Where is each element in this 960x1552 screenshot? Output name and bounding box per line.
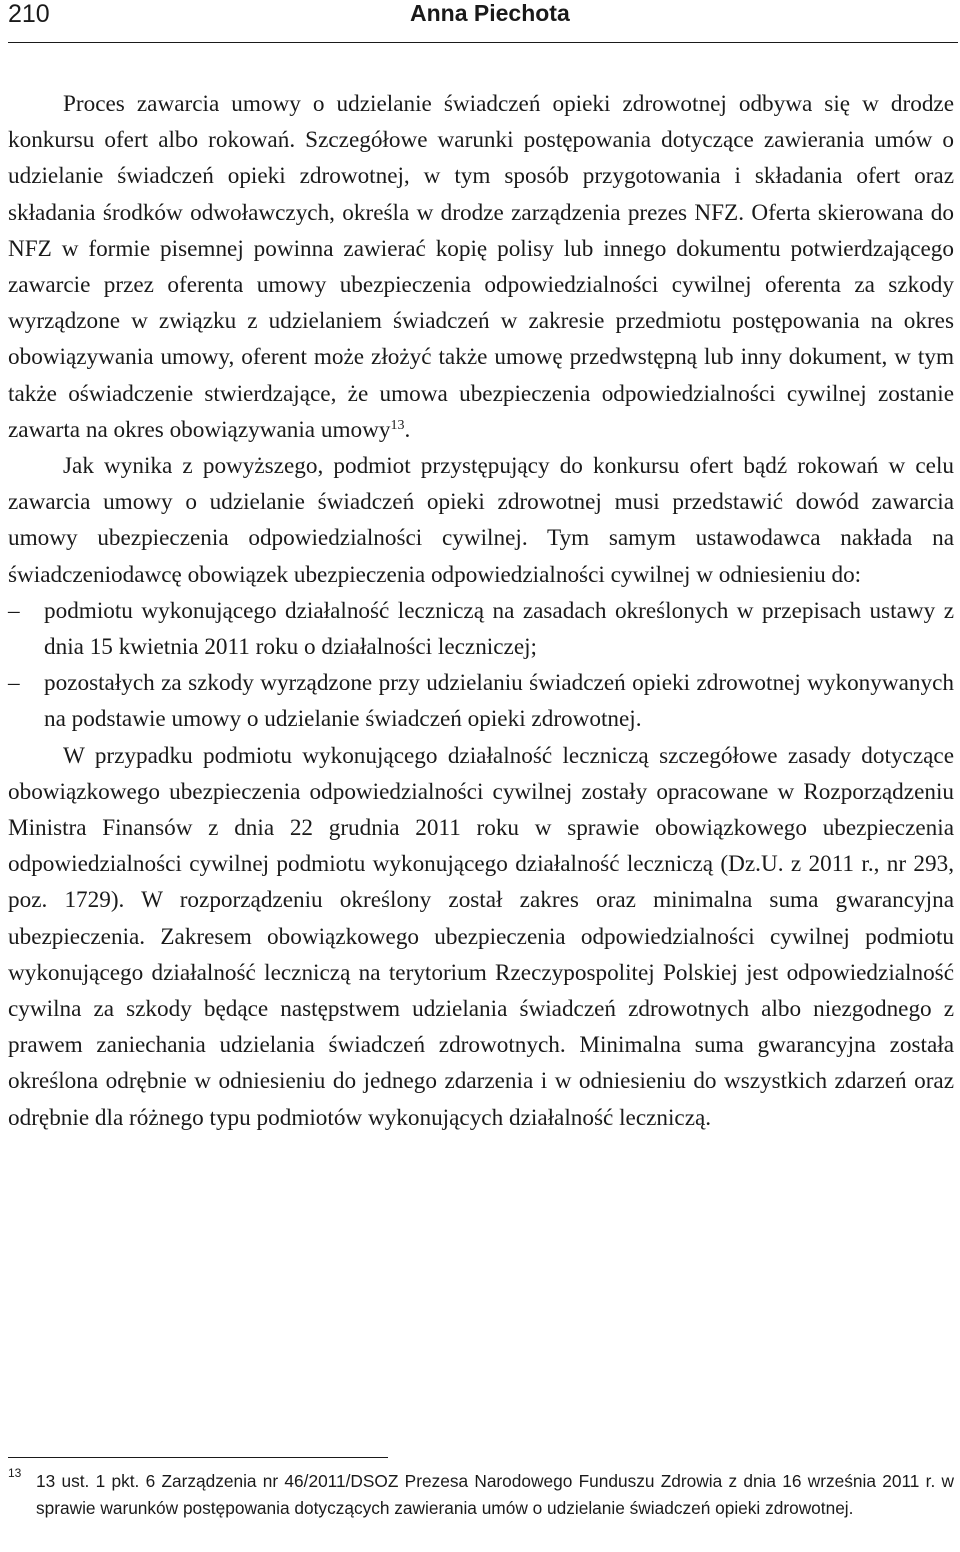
list-item xyxy=(8,593,954,665)
dash-bullet: – xyxy=(8,597,20,624)
list-item-text: pozostałych za szkody wyrządzone przy udzielaniu świadczeń opieki zdrowotnej wykonywanych na podstawie umowy o udzielanie świadczeń opieki zdrowotnej. xyxy=(44,670,954,733)
dash-list xyxy=(8,593,954,738)
footnote-text: 13 ust. 1 pkt. 6 Zarządzenia nr 46/2011/DSOZ Prezesa Narodowego Funduszu Zdrowia z dnia 16 września 2011 r. w sprawie warunków postępowania dotyczących zawierania umów o udzielanie świadczeń opieki zdrowotnej. xyxy=(36,1471,954,1518)
header-rule xyxy=(8,42,958,43)
paragraph-end: . xyxy=(404,416,411,443)
footnote xyxy=(8,1468,954,1522)
page-header xyxy=(8,0,960,40)
paragraph-text: Proces zawarcia umowy o udzielanie świadczeń opieki zdrowotnej odbywa się w drodze konkursu ofert albo rokowań. Szczegółowe warunki postępowania dotyczące zawierania umów o udzielanie świadczeń opieki zdrowotnej, w tym sposób przygotowania i składania ofert oraz składania środków odwoławczych, określa w drodze zarządzenia prezes NFZ. Oferta skierowana do NFZ w formie pisemnej powinna zawierać kopię polisy lub innego dokumentu potwierdzającego zawarcie przez oferenta umowy ubezpieczenia odpowiedzialności cywilnej oferenta za szkody wyrządzone w związku z udzielaniem świadczeń w zakresie przedmiotu postępowania na okres obowiązywania umowy, oferent może złożyć także umowę przedwstępną lub inny dokument, w tym także oświadczenie stwierdzające, że umowa ubezpieczenia odpowiedzialności cywilnej zostanie zawarta na okres obowiązywania umowy xyxy=(8,91,954,443)
list-item xyxy=(8,665,954,737)
dash-bullet: – xyxy=(8,670,20,697)
paragraph: Jak wynika z powyższego, podmiot przystępujący do konkursu ofert bądź rokowań w celu zawarcia umowy o udzielanie świadczeń opieki zdrowotnej musi przedstawić dowód zawarcia umowy ubezpieczenia odpowiedzialności cywilnej. Tym samym ustawodawca nakłada na świadczeniodawcę obowiązek ubezpieczenia odpowiedzialności cywilnej w odniesieniu do: xyxy=(8,453,954,588)
footnote-reference[interactable]: 13 xyxy=(390,417,405,433)
footnote-marker: 13 xyxy=(8,1466,22,1480)
running-head-author: Anna Piechota xyxy=(410,0,570,26)
paragraph xyxy=(8,86,954,448)
paragraph: W przypadku podmiotu wykonującego działalność leczniczą szczegółowe zasady dotyczące obowiązkowego ubezpieczenia odpowiedzialności cywilnej zostały opracowane w Rozporządzeniu Ministra Finansów z dnia 22 grudnia 2011 roku w sprawie obowiązkowego ubezpieczenia odpowiedzialności cywilnej podmiotu wykonującego działalność leczniczą (Dz.U. z 2011 r., nr 293, poz. 1729). W rozporządzeniu określony został zakres oraz minimalna suma gwarancyjna ubezpieczenia. Zakresem obowiązkowego ubezpieczenia odpowiedzialności cywilnej podmiotu wykonującego działalność leczniczą na terytorium Rzeczypospolitej Polskiej jest odpowiedzialność cywilna za szkody będące następstwem udzielania świadczeń zdrowotnych albo niezgodnego z prawem zaniechania udzielania świadczeń zdrowotnych. Minimalna suma gwarancyjna została określona odrębnie w odniesieniu do jednego zdarzenia i w odniesieniu do wszystkich zdarzeń oraz odrębnie dla różnego typu podmiotów wykonujących działalność leczniczą. xyxy=(8,742,954,1131)
page-number: 210 xyxy=(8,0,50,28)
list-item-text: podmiotu wykonującego działalność leczniczą na zasadach określonych w przepisach ustawy z dnia 15 kwietnia 2011 roku o działalności leczniczej; xyxy=(44,597,954,661)
body-text xyxy=(8,86,954,1136)
footnote-rule xyxy=(8,1457,388,1458)
